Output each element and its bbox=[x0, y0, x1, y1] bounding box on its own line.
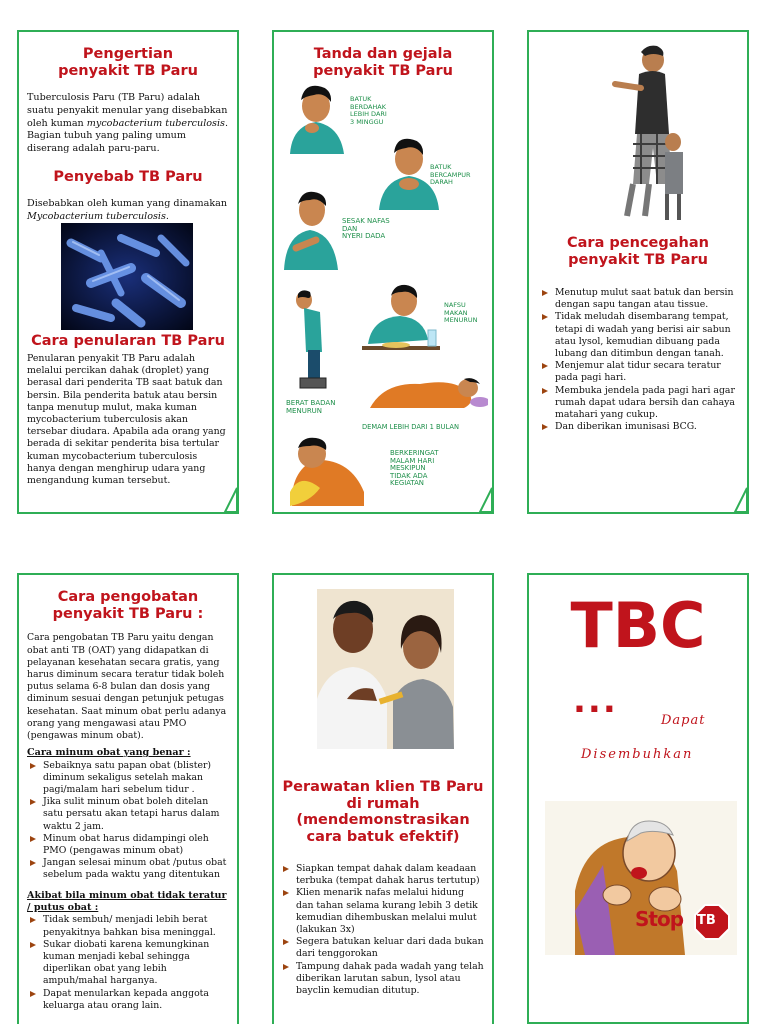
stop-tb-illustration bbox=[545, 801, 737, 955]
cover-dots: ... bbox=[573, 681, 618, 721]
symptom-label-5: BERAT BADAN MENURUN bbox=[286, 399, 336, 415]
page-fold bbox=[223, 486, 239, 514]
effect-title: Akibat bila minum obat tidak teratur / putus obat : bbox=[27, 889, 227, 914]
symptom-label-6: DEMAM LEBIH DARI 1 BULAN bbox=[362, 423, 459, 431]
home-care-list bbox=[280, 863, 484, 997]
list-item: Segera batukan keluar dari dada bukan dari tenggorokan bbox=[280, 936, 484, 960]
stop-sign-text: TB bbox=[697, 913, 716, 928]
cause-text-italic: Mycobacterium tuberculosis bbox=[27, 210, 166, 222]
cause-text-b: . bbox=[165, 210, 169, 222]
how-to-take-title: Cara minum obat yang benar : bbox=[27, 747, 191, 759]
stop-word: Stop bbox=[635, 907, 684, 931]
treatment-intro: Cara pengobatan TB Paru yaitu dengan obat anti TB (OAT) yang didapatkan di pelayanan kesehatan secara gratis, yang harus diminum secara teratur tidak boleh putus selama 6-8 bulan dan dosis yang diminum sesuai dengan petunjuk petugas kesehatan. Saat minum obat perlu adanya orang yang mengawasi atau PMO (pengawas minum obat). bbox=[27, 632, 227, 741]
symptom-breath-illustration bbox=[282, 188, 340, 270]
home-care-title: Perawatan klien TB Paru di rumah bbox=[282, 779, 484, 812]
prevention-list bbox=[539, 287, 739, 433]
panel-symptoms bbox=[272, 30, 494, 514]
cover-tagline-2: Disembuhkan bbox=[581, 747, 694, 762]
symptom-label-7: BERKERINGAT MALAM HARI MESKIPUN TIDAK ADA KEGIATAN bbox=[390, 449, 439, 488]
cause-title: Penyebab TB Paru bbox=[53, 169, 203, 186]
symptom-label-2: BATUK BERCAMPUR DARAH bbox=[430, 163, 471, 187]
list-item: Minum obat harus didampingi oleh PMO (pengawas minum obat) bbox=[27, 833, 231, 857]
definition-text-italic: mycobacterium tuberculosis bbox=[86, 117, 225, 129]
definition-title: Pengertian penyakit TB Paru bbox=[58, 46, 198, 79]
definition-text-b: . Bagian tubuh yang paling umum diserang adalah paru-paru. bbox=[27, 117, 229, 154]
panel-definition bbox=[17, 30, 239, 514]
list-item: Sebaiknya satu papan obat (blister) diminum sekaligus setelah makan pagi/malam hari sebelum tidur . bbox=[27, 760, 231, 797]
panel-prevention bbox=[527, 30, 749, 514]
list-item: Tidak sembuh/ menjadi lebih berat penyakitnya bahkan bisa meninggal. bbox=[27, 914, 231, 938]
effect-list bbox=[27, 914, 231, 1012]
symptom-label-4: NAFSU MAKAN MENURUN bbox=[444, 301, 478, 325]
symptom-cough-illustration bbox=[286, 82, 348, 154]
list-item: Menutup mulut saat batuk dan bersin dengan sapu tangan atau tissue. bbox=[539, 287, 739, 311]
list-item: Siapkan tempat dahak dalam keadaan terbuka (tempat dahak harus tertutup) bbox=[280, 863, 484, 887]
panel-treatment bbox=[17, 573, 239, 1024]
symptom-label-1: BATUK BERDAHAK LEBIH DARI 3 MINGGU bbox=[350, 95, 387, 126]
symptom-weight-illustration bbox=[290, 290, 330, 394]
cause-text bbox=[27, 198, 229, 223]
symptoms-title: Tanda dan gejala penyakit TB Paru bbox=[313, 46, 453, 79]
list-item: Dan diberikan imunisasi BCG. bbox=[539, 421, 739, 433]
cause-text-a: Disebabkan oleh kuman yang dinamakan bbox=[27, 197, 228, 209]
page-fold bbox=[733, 486, 749, 514]
bacteria-image bbox=[61, 223, 193, 330]
symptom-appetite-illustration bbox=[362, 284, 440, 358]
symptom-fever-illustration bbox=[364, 368, 488, 414]
symptom-sweat-illustration bbox=[290, 432, 366, 506]
list-item: Tampung dahak pada wadah yang telah diberikan larutan sabun, lysol atau bayclin kemudian ditutup. bbox=[280, 961, 484, 998]
prevention-title: Cara pencegahan penyakit TB Paru bbox=[567, 235, 709, 268]
cover-title: TBC bbox=[570, 589, 706, 662]
home-care-subtitle: (mendemonstrasikan cara batuk efektif) bbox=[296, 812, 470, 845]
definition-text bbox=[27, 92, 229, 155]
list-item: Menjemur alat tidur secara teratur pada pagi hari. bbox=[539, 360, 739, 384]
page-fold bbox=[478, 486, 494, 514]
definition-text-a: Tuberculosis Paru (TB Paru) adalah suatu penyakit menular yang disebabkan oleh kuman bbox=[27, 92, 228, 129]
list-item: Sukar diobati karena kemungkinan kuman menjadi kebal sehingga diperlikan obat yang lebih ampuh/mahal harganya. bbox=[27, 939, 231, 988]
cough-people-illustration bbox=[587, 44, 691, 222]
list-item: Dapat menularkan kepada anggota keluarga atau orang lain. bbox=[27, 988, 231, 1012]
cover-tagline-1: Dapat bbox=[661, 713, 706, 728]
list-item: Jika sulit minum obat boleh ditelan satu persatu akan tetapi harus dalam waktu 2 jam. bbox=[27, 796, 231, 833]
list-item: Klien menarik nafas melalui hidung dan tahan selama kurang lebih 3 detik kemudian dihembuskan melalui mulut (lakukan 3x) bbox=[280, 887, 484, 936]
treatment-title: Cara pengobatan penyakit TB Paru : bbox=[52, 589, 204, 622]
list-item: Membuka jendela pada pagi hari agar rumah dapat udara bersih dan cahaya matahari yang cukup. bbox=[539, 385, 739, 422]
symptom-label-3: SESAK NAFAS DAN NYERI DADA bbox=[342, 217, 390, 241]
panel-home-care bbox=[272, 573, 494, 1024]
list-item: Tidak meludah disembarang tempat, tetapi di wadah yang berisi air sabun atau lysol, kemudian dibuang pada lubang dan ditimbun dengan tanah. bbox=[539, 311, 739, 360]
medication-photo bbox=[317, 589, 454, 749]
panel-cover bbox=[527, 573, 749, 1024]
list-item: Jangan selesai minum obat /putus obat sebelum pada waktu yang ditentukan bbox=[27, 857, 231, 881]
how-to-take-list bbox=[27, 760, 231, 882]
spread-title: Cara penularan TB Paru bbox=[31, 333, 225, 349]
spread-text: Penularan penyakit TB Paru adalah melalui percikan dahak (droplet) yang berasal dari penderita TB saat batuk dan bersin. Bila penderita batuk atau bersin tanpa menutup mulut, maka kuman mycobacterium tuberculosis akan tersebar diudara. Apabila ada orang yang berada di sekitar penderita bisa tertular kuman mycobacterium tuberculosis hanya dengan menghirup udara yang mengandung kuman tersebut. bbox=[27, 353, 226, 487]
